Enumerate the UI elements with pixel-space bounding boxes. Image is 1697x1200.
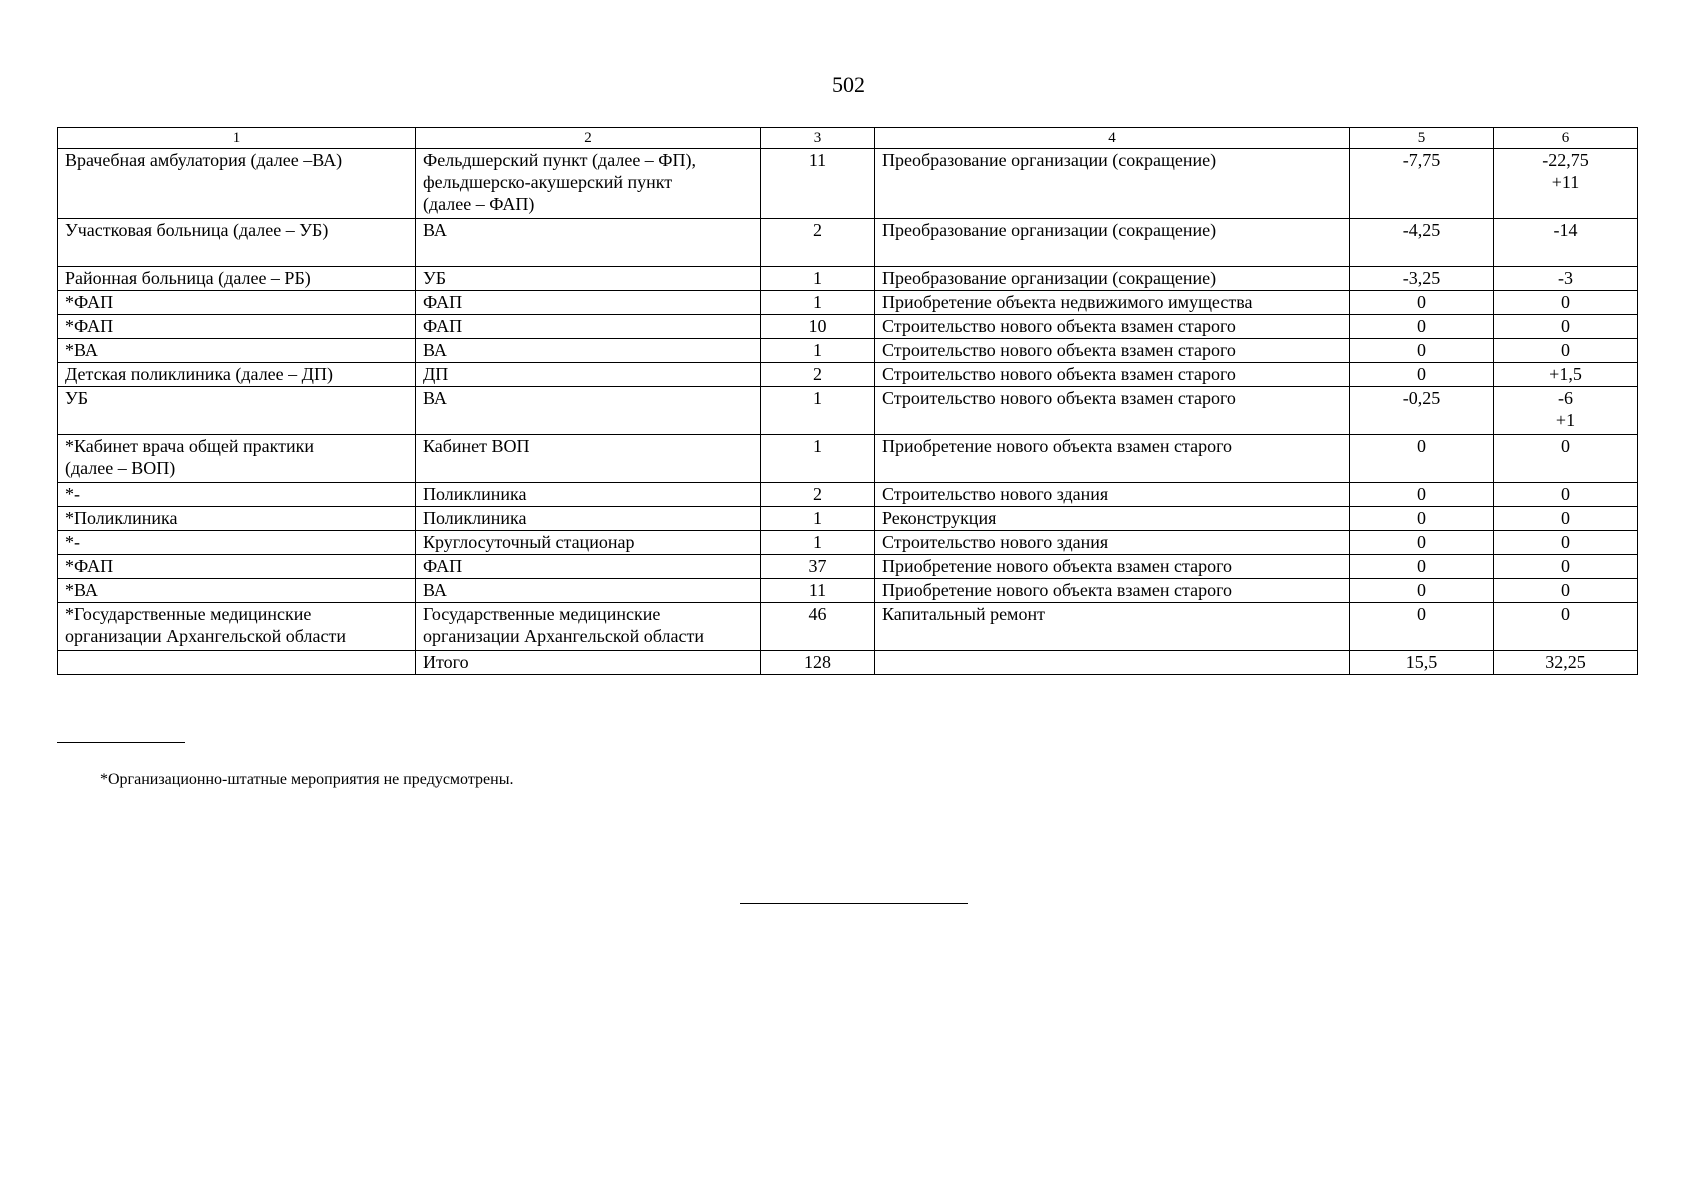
cell-col6: 0	[1494, 483, 1638, 507]
column-header: 3	[761, 128, 875, 149]
table-total-row	[58, 651, 1638, 675]
cell-col5: 0	[1350, 555, 1494, 579]
cell-target-type: ВА	[416, 579, 761, 603]
cell-action: Строительство нового объекта взамен старого	[875, 363, 1350, 387]
table-row	[58, 149, 1638, 219]
cell-col6: 0	[1494, 435, 1638, 483]
table-row	[58, 315, 1638, 339]
cell-target-type: Кабинет ВОП	[416, 435, 761, 483]
cell-target-type: Поликлиника	[416, 507, 761, 531]
cell-col5: -0,25	[1350, 387, 1494, 435]
cell-col6: 0	[1494, 315, 1638, 339]
cell-current-type: *-	[58, 483, 416, 507]
cell-count: 1	[761, 435, 875, 483]
table-row	[58, 555, 1638, 579]
cell-current-type: УБ	[58, 387, 416, 435]
cell-col5: 0	[1350, 339, 1494, 363]
footnote: *Организационно-штатные мероприятия не предусмотрены.	[100, 771, 514, 788]
cell-count: 2	[761, 483, 875, 507]
cell-target-type: ФАП	[416, 555, 761, 579]
cell-col5: -4,25	[1350, 219, 1494, 267]
cell-current-type: *ВА	[58, 339, 416, 363]
data-table	[57, 127, 1638, 675]
cell-col5: 0	[1350, 363, 1494, 387]
cell-col5: 0	[1350, 291, 1494, 315]
cell-col5: 0	[1350, 435, 1494, 483]
cell-current-type: *Поликлиника	[58, 507, 416, 531]
table-row	[58, 603, 1638, 651]
cell-target-type: ДП	[416, 363, 761, 387]
cell-current-type: *ФАП	[58, 291, 416, 315]
cell-col6: -6 +1	[1494, 387, 1638, 435]
cell-count: 1	[761, 531, 875, 555]
cell-target-type: Поликлиника	[416, 483, 761, 507]
cell-action: Приобретение объекта недвижимого имущества	[875, 291, 1350, 315]
table-row	[58, 291, 1638, 315]
total-count: 128	[761, 651, 875, 675]
cell-col5: -7,75	[1350, 149, 1494, 219]
cell-col5: 0	[1350, 603, 1494, 651]
cell-count: 1	[761, 267, 875, 291]
cell-action: Приобретение нового объекта взамен старого	[875, 555, 1350, 579]
cell-col6: 0	[1494, 339, 1638, 363]
table-row	[58, 219, 1638, 267]
cell-action: Строительство нового объекта взамен старого	[875, 339, 1350, 363]
cell-current-type: Участковая больница (далее – УБ)	[58, 219, 416, 267]
page-number: 502	[832, 72, 865, 97]
cell-current-type: Районная больница (далее – РБ)	[58, 267, 416, 291]
column-header: 2	[416, 128, 761, 149]
cell-action: Реконструкция	[875, 507, 1350, 531]
total-col6: 32,25	[1494, 651, 1638, 675]
cell-current-type: *ФАП	[58, 555, 416, 579]
cell-col5: 0	[1350, 315, 1494, 339]
cell-action: Преобразование организации (сокращение)	[875, 267, 1350, 291]
cell-current-type: *Кабинет врача общей практики (далее – ВОП)	[58, 435, 416, 483]
cell-col6: -14	[1494, 219, 1638, 267]
cell-action: Преобразование организации (сокращение)	[875, 149, 1350, 219]
cell-col6: 0	[1494, 507, 1638, 531]
total-col5: 15,5	[1350, 651, 1494, 675]
cell-current-type: *ВА	[58, 579, 416, 603]
cell-col5: 0	[1350, 579, 1494, 603]
cell-current-type: Детская поликлиника (далее – ДП)	[58, 363, 416, 387]
cell-col5: 0	[1350, 531, 1494, 555]
cell-col6: 0	[1494, 579, 1638, 603]
table-header-row	[58, 128, 1638, 149]
cell-action: Преобразование организации (сокращение)	[875, 219, 1350, 267]
cell-current-type: *ФАП	[58, 315, 416, 339]
column-header: 1	[58, 128, 416, 149]
cell-col6: 0	[1494, 555, 1638, 579]
cell-current-type: *-	[58, 531, 416, 555]
column-header: 4	[875, 128, 1350, 149]
cell-action: Приобретение нового объекта взамен старого	[875, 579, 1350, 603]
cell-col5: 0	[1350, 507, 1494, 531]
cell-action: Строительство нового объекта взамен старого	[875, 315, 1350, 339]
cell-current-type: Врачебная амбулатория (далее –ВА)	[58, 149, 416, 219]
cell-action: Строительство нового здания	[875, 483, 1350, 507]
cell-current-type: *Государственные медицинские организации Архангельской области	[58, 603, 416, 651]
cell-target-type: ВА	[416, 387, 761, 435]
cell-count: 2	[761, 219, 875, 267]
table-row	[58, 435, 1638, 483]
table-row	[58, 579, 1638, 603]
cell-count: 1	[761, 339, 875, 363]
end-divider	[740, 903, 968, 904]
cell-count: 46	[761, 603, 875, 651]
table-row	[58, 507, 1638, 531]
cell-action	[875, 651, 1350, 675]
table-row	[58, 363, 1638, 387]
cell-col5: -3,25	[1350, 267, 1494, 291]
cell-col6: 0	[1494, 291, 1638, 315]
cell-action: Приобретение нового объекта взамен старого	[875, 435, 1350, 483]
footnote-divider	[57, 742, 185, 743]
cell-action: Строительство нового объекта взамен старого	[875, 387, 1350, 435]
cell-target-type: ФАП	[416, 315, 761, 339]
column-header: 6	[1494, 128, 1638, 149]
cell-count: 2	[761, 363, 875, 387]
total-label: Итого	[416, 651, 761, 675]
cell-count: 11	[761, 579, 875, 603]
cell-col6: -3	[1494, 267, 1638, 291]
table-row	[58, 387, 1638, 435]
cell-col6: 0	[1494, 603, 1638, 651]
cell-action: Строительство нового здания	[875, 531, 1350, 555]
cell-count: 11	[761, 149, 875, 219]
cell-col6: +1,5	[1494, 363, 1638, 387]
cell-target-type: УБ	[416, 267, 761, 291]
cell-current-type	[58, 651, 416, 675]
column-header: 5	[1350, 128, 1494, 149]
cell-count: 10	[761, 315, 875, 339]
table-row	[58, 531, 1638, 555]
cell-action: Капитальный ремонт	[875, 603, 1350, 651]
cell-target-type: ВА	[416, 339, 761, 363]
cell-target-type: Круглосуточный стационар	[416, 531, 761, 555]
cell-count: 37	[761, 555, 875, 579]
table-row	[58, 267, 1638, 291]
cell-target-type: ФАП	[416, 291, 761, 315]
cell-target-type: Фельдшерский пункт (далее – ФП), фельдшерско-акушерский пункт (далее – ФАП)	[416, 149, 761, 219]
cell-count: 1	[761, 387, 875, 435]
cell-col5: 0	[1350, 483, 1494, 507]
cell-col6: -22,75 +11	[1494, 149, 1638, 219]
cell-count: 1	[761, 507, 875, 531]
cell-count: 1	[761, 291, 875, 315]
table-row	[58, 483, 1638, 507]
cell-target-type: ВА	[416, 219, 761, 267]
cell-target-type: Государственные медицинские организации Архангельской области	[416, 603, 761, 651]
cell-col6: 0	[1494, 531, 1638, 555]
table-row	[58, 339, 1638, 363]
